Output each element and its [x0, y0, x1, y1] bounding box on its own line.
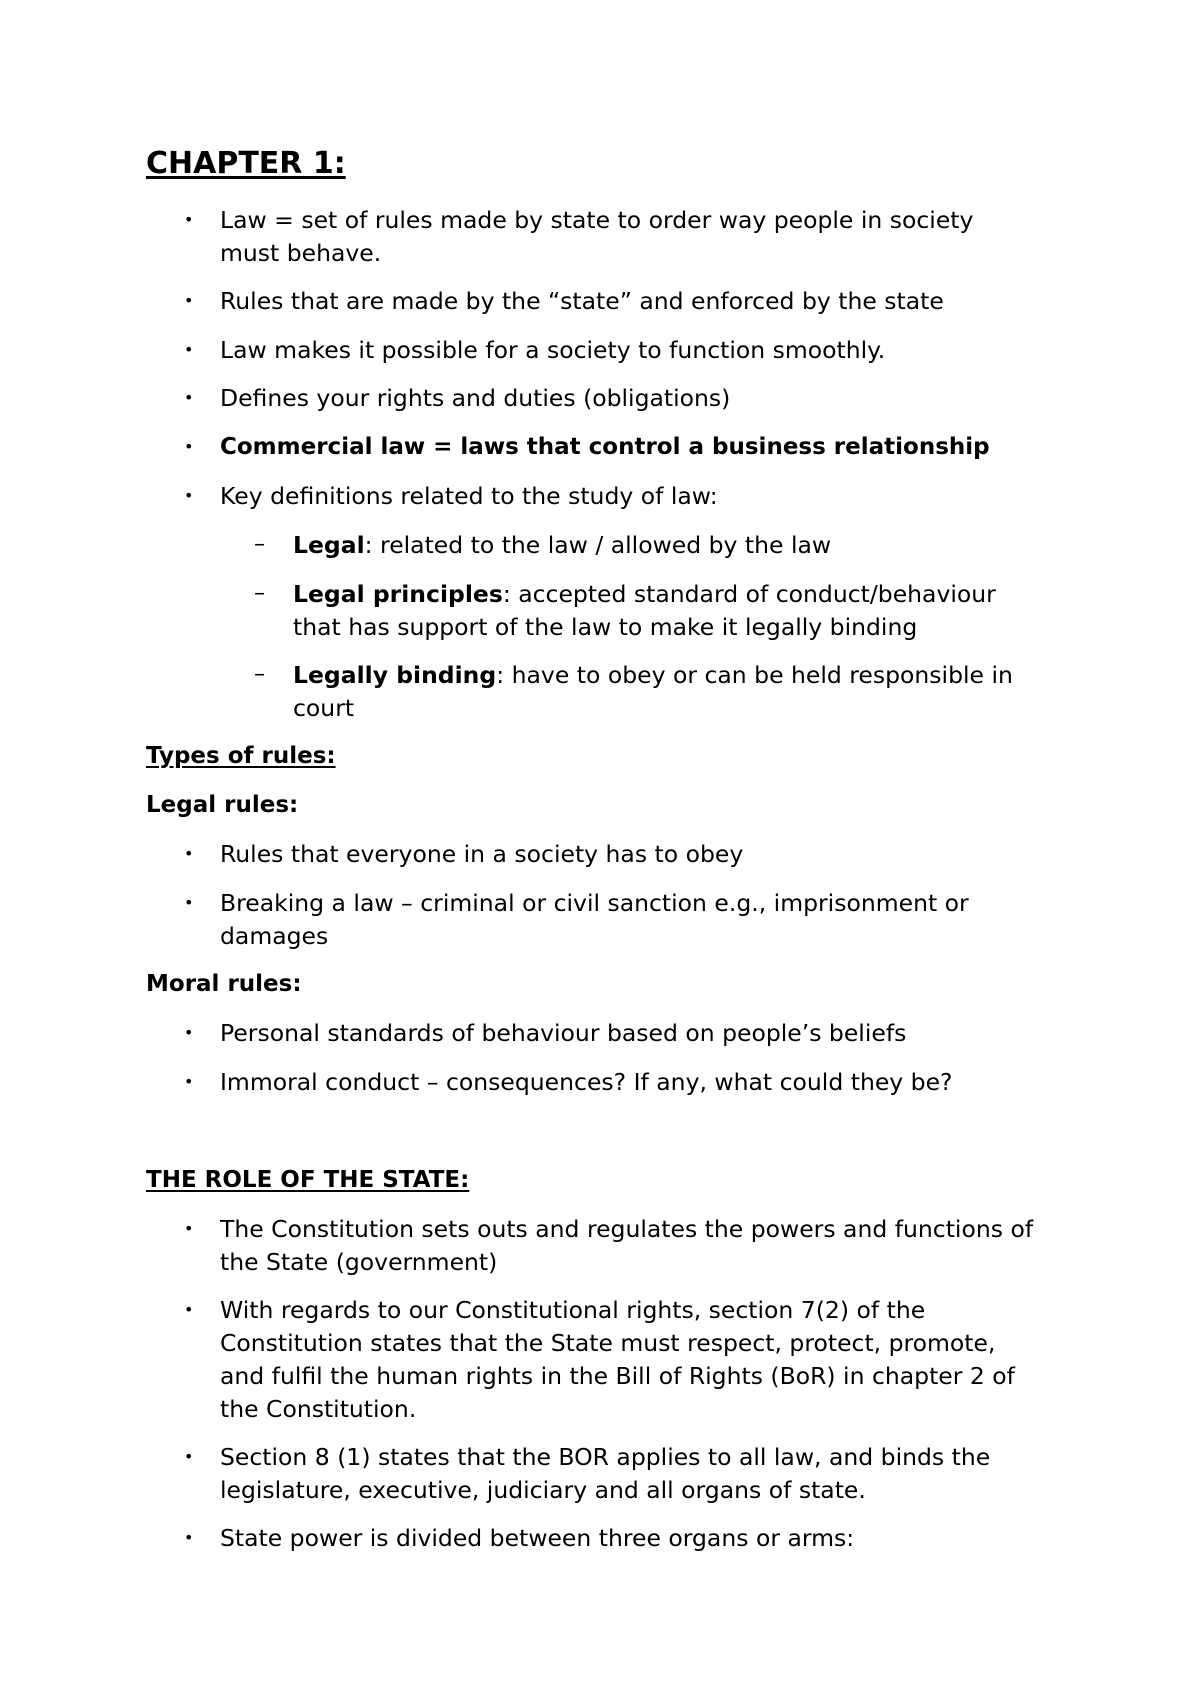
bullet-icon: • [184, 1023, 194, 1042]
definition-line [293, 529, 831, 562]
definition-term: Legal [293, 531, 365, 559]
bullet-icon: • [184, 437, 194, 456]
definition-text-continued: court [293, 694, 355, 722]
bullet-icon: • [184, 844, 194, 863]
list-item-text-continued: Constitution states that the State must respect, protect, promote, [220, 1329, 996, 1357]
bullet-icon: • [184, 1300, 194, 1319]
dash-icon: – [254, 662, 265, 687]
list-item-text-continued: the Constitution. [220, 1395, 417, 1423]
list-item-text: Immoral conduct – consequences? If any, what could they be? [220, 1068, 953, 1096]
definition-line [293, 659, 1013, 692]
chapter-title: CHAPTER 1: [146, 146, 346, 181]
bullet-icon: • [184, 210, 194, 229]
definition-text: : related to the law / allowed by the law [364, 531, 832, 559]
list-item-text-continued: must behave. [220, 239, 382, 267]
bullet-icon: • [184, 291, 194, 310]
list-item-text: Law makes it possible for a society to function smoothly. [220, 336, 886, 364]
list-item-text: Rules that are made by the “state” and enforced by the state [220, 287, 944, 315]
bullet-icon: • [184, 893, 194, 912]
bullet-icon: • [184, 486, 194, 505]
bullet-icon: • [184, 1447, 194, 1466]
legal-rules-heading: Legal rules: [146, 792, 299, 818]
dash-icon: – [254, 532, 265, 557]
dash-icon: – [254, 581, 265, 606]
list-item-text: Personal standards of behaviour based on people’s beliefs [220, 1019, 907, 1047]
list-item-text: Key definitions related to the study of law: [220, 482, 718, 510]
list-item-text: State power is divided between three organs or arms: [220, 1524, 855, 1552]
list-item-text: Defines your rights and duties (obligations) [220, 384, 731, 412]
bullet-icon: • [184, 1072, 194, 1091]
list-item-text-continued: legislature, executive, judiciary and all organs of state. [220, 1476, 866, 1504]
bullet-icon: • [184, 1219, 194, 1238]
bullet-icon: • [184, 1528, 194, 1547]
list-item-text: Section 8 (1) states that the BOR applies to all law, and binds the [220, 1443, 991, 1471]
types-of-rules-heading: Types of rules: [146, 743, 336, 769]
definition-term: Legal principles [293, 580, 503, 608]
role-of-state-heading: THE ROLE OF THE STATE: [146, 1167, 470, 1193]
bullet-icon: • [184, 388, 194, 407]
list-item-text: Commercial law = laws that control a business relationship [220, 434, 990, 460]
list-item-text: Law = set of rules made by state to order way people in society [220, 206, 974, 234]
list-item-text: The Constitution sets outs and regulates the powers and functions of [220, 1215, 1034, 1243]
moral-rules-heading: Moral rules: [146, 971, 302, 997]
definition-line [293, 578, 996, 611]
list-item-text-continued: and fulfil the human rights in the Bill of Rights (BoR) in chapter 2 of [220, 1362, 1015, 1390]
list-item-text: Rules that everyone in a society has to obey [220, 840, 744, 868]
definition-term: Legally binding [293, 661, 497, 689]
list-item-text: With regards to our Constitutional rights, section 7(2) of the [220, 1296, 926, 1324]
bullet-icon: • [184, 340, 194, 359]
definition-text-continued: that has support of the law to make it legally binding [293, 613, 918, 641]
list-item-text-continued: the State (government) [220, 1248, 498, 1276]
list-item-text: Breaking a law – criminal or civil sanction e.g., imprisonment or [220, 889, 969, 917]
list-item-text-continued: damages [220, 922, 329, 950]
definition-text: : have to obey or can be held responsible in [496, 661, 1013, 689]
definition-text: : accepted standard of conduct/behaviour [502, 580, 996, 608]
